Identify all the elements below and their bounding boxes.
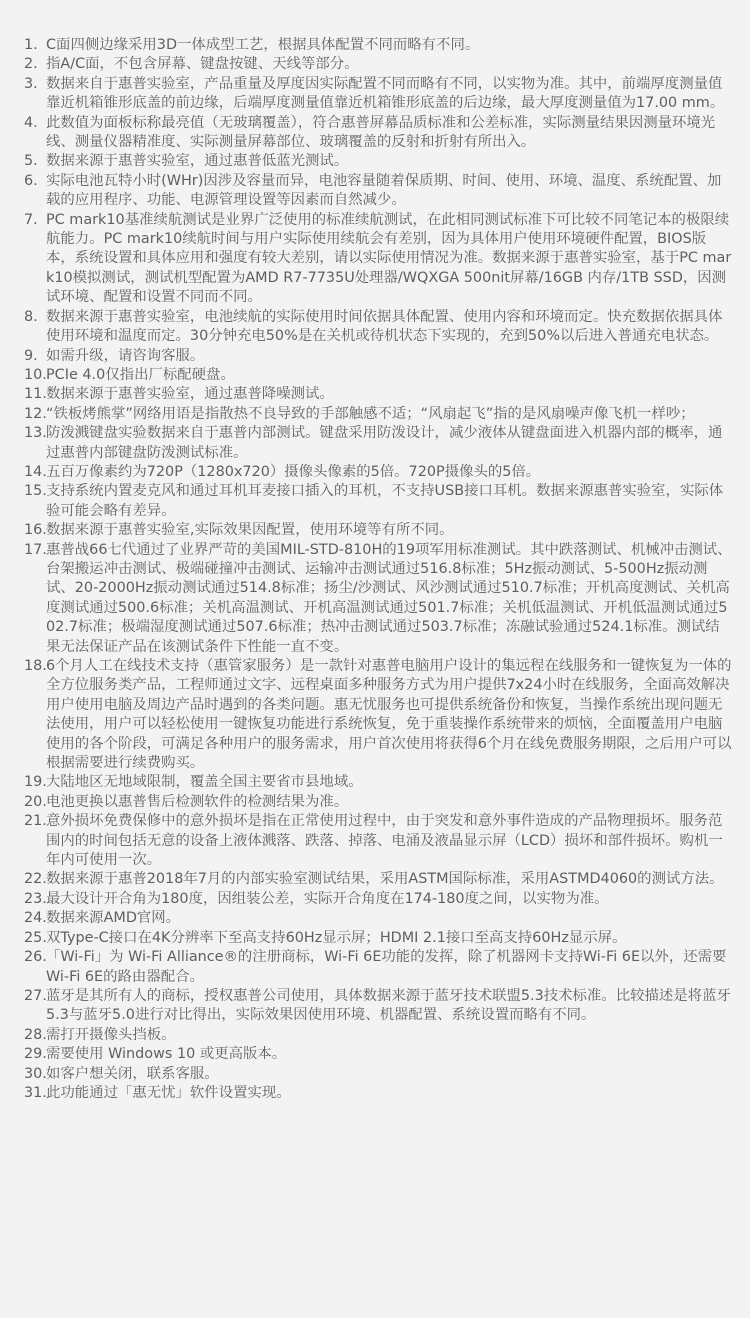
footnote-item bbox=[24, 870, 732, 889]
footnote-number: 23. bbox=[24, 890, 47, 907]
footnote-number: 5. bbox=[24, 153, 38, 170]
footnote-item bbox=[24, 75, 732, 114]
footnote-text: 电池更换以惠普售后检测软件的检测结果为准。 bbox=[46, 793, 349, 810]
footnote-text: 支持系统内置麦克风和通过耳机耳麦接口插入的耳机，不支持USB接口耳机。数据来源惠普实验室，实际体验可能会略有差异。 bbox=[46, 483, 724, 519]
footnote-item bbox=[24, 211, 732, 308]
footnote-number: 15. bbox=[24, 483, 47, 500]
footnote-list bbox=[24, 36, 732, 1103]
footnote-text: 需要使用 Windows 10 或更高版本。 bbox=[46, 1046, 287, 1063]
footnote-text: 数据来源于惠普实验室，电池续航的实际使用时间依据具体配置、使用内容和环境而定。快充数据依据具体使用环境和温度而定。30分钟充电50%是在关机或待机状态下实现的，充到50%以后进入普通充电状态。 bbox=[46, 308, 723, 345]
footnote-number: 17. bbox=[24, 541, 47, 558]
footnote-text: 数据来源于惠普实验室，通过惠普低蓝光测试。 bbox=[46, 153, 349, 170]
footnote-text: 如需升级，请咨询客服。 bbox=[46, 347, 205, 364]
footnote-item bbox=[24, 463, 732, 482]
footnote-text: “铁板烤熊掌”网络用语是指散热不良导致的手部触感不适；“风扇起飞”指的是风扇噪声像飞机一样吵； bbox=[46, 405, 695, 422]
footnote-text: 惠普战66七代通过了业界严苛的美国MIL-STD-810H的19项军用标准测试。其中跌落测试、机械冲击测试、台架搬运冲击测试、极端碰撞冲击测试、运输冲击测试通过516.8标准；5Hz振动测试、5-500Hz振动测试、20-2000Hz振动测试通过514.8标准；扬尘/沙测试、风沙测试通过510.7标准；开机高度测试、关机高度测试通过500.6标准；关机高温测试、开机高温测试通过501.7标准；关机低温测试、开机低温测试通过502.7标准；极端湿度测试通过507.6标准；热冲击测试通过503.7标准；冻融试验通过524.1标准。测试结果无法保证产品在该测试条件下性能一直不变。 bbox=[46, 541, 732, 655]
footnote-number: 6. bbox=[24, 172, 38, 189]
footnote-number: 21. bbox=[24, 813, 47, 830]
footnote-number: 22. bbox=[24, 871, 47, 888]
footnote-number: 28. bbox=[24, 1026, 47, 1043]
footnote-number: 14. bbox=[24, 463, 47, 480]
footnote-item bbox=[24, 405, 732, 424]
footnote-text: 数据来源于惠普实验室，通过惠普降噪测试。 bbox=[46, 386, 334, 403]
footnote-item bbox=[24, 909, 732, 928]
footnote-number: 20. bbox=[24, 793, 47, 810]
footnote-text: 需打开摄像头挡板。 bbox=[46, 1026, 176, 1043]
footnote-item bbox=[24, 114, 732, 153]
footnote-number: 9. bbox=[24, 347, 38, 364]
footnote-item bbox=[24, 987, 732, 1026]
footnote-item bbox=[24, 55, 732, 74]
footnote-number: 7. bbox=[24, 211, 38, 228]
footnote-number: 29. bbox=[24, 1046, 47, 1063]
footnote-text: 数据来自于惠普实验室，产品重量及厚度因实际配置不同而略有不同，以实物为准。其中，前端厚度测量值靠近机箱锥形底盖的前边缘，后端厚度测量值靠近机箱锥形底盖的后边缘，最大厚度测量值为17.00 mm。 bbox=[46, 75, 725, 112]
footnote-item bbox=[24, 890, 732, 909]
footnote-item bbox=[24, 929, 732, 948]
footnote-number: 11. bbox=[24, 386, 47, 403]
footnote-number: 31. bbox=[24, 1084, 47, 1101]
footnote-number: 18. bbox=[24, 658, 47, 674]
footnote-item bbox=[24, 541, 732, 657]
footnote-item bbox=[24, 172, 732, 211]
footnote-number: 4. bbox=[24, 114, 38, 131]
footnote-text: 蓝牙是其所有人的商标，授权惠普公司使用，具体数据来源于蓝牙技术联盟5.3技术标准。比较描述是将蓝牙5.3与蓝牙5.0进行对比得出，实际效果因使用环境、机器配置、系统设置而略有不同。 bbox=[46, 987, 731, 1024]
footnote-number: 24. bbox=[24, 910, 47, 927]
footnote-text: PC mark10基准续航测试是业界广泛使用的标准续航测试，在此相同测试标准下可比较不同笔记本的极限续航能力。PC mark10续航时间与用户实际使用续航会有差别，因为具体用户使用环境硬件配置，BIOS版本，系统设置和具体应用和强度有较大差别，请以实际使用情况为准。数据来源于惠普实验室，基于PC mark10模拟测试，测试机型配置为AMD R7-7735U处理器/WQXGA 500nit屏幕/16GB 内存/1TB SSD，因测试环境、配置和设置不同而不同。 bbox=[46, 211, 732, 306]
footnote-number: 8. bbox=[24, 308, 38, 325]
footnote-number: 25. bbox=[24, 929, 47, 946]
footnote-item bbox=[24, 948, 732, 987]
footnote-item bbox=[24, 424, 732, 463]
footnote-item bbox=[24, 812, 732, 870]
footnote-text: 实际电池瓦特小时(WHr)因涉及容量而异，电池容量随着保质期、时间、使用、环境、温度、系统配置、加载的应用程序、功能、电源管理设置等因素而自然减少。 bbox=[46, 172, 722, 209]
footnote-item bbox=[24, 1026, 732, 1045]
footnote-number: 26. bbox=[24, 949, 47, 966]
footnote-text: 如客户想关闭，联系客服。 bbox=[46, 1065, 219, 1082]
footnote-item bbox=[24, 482, 732, 521]
footnote-item bbox=[24, 308, 732, 347]
footnote-text: 此功能通过「惠无忧」软件设置实现。 bbox=[46, 1084, 291, 1101]
footnote-item bbox=[24, 347, 732, 366]
footnote-number: 3. bbox=[24, 75, 38, 92]
footnote-number: 16. bbox=[24, 522, 47, 539]
footnote-text: 五百万像素约为720P（1280x720）摄像头像素的5倍。720P摄像头的5倍。 bbox=[46, 463, 541, 480]
footnote-item bbox=[24, 1065, 732, 1084]
footnote-text: 此数值为面板标称最亮值（无玻璃覆盖），符合惠普屏幕品质标准和公差标准，实际测量结果因测量环境光线、测量仪器精准度、实际测量屏幕部位、玻璃覆盖的反射和折射有所出入。 bbox=[46, 114, 716, 151]
footnote-number: 13. bbox=[24, 425, 47, 442]
footnote-item bbox=[24, 793, 732, 812]
footnote-item bbox=[24, 152, 732, 171]
footnote-item bbox=[24, 366, 732, 385]
footnote-text: 数据来源于惠普实验室,实际效果因配置，使用环境等有所不同。 bbox=[46, 522, 454, 539]
footnote-number: 2. bbox=[24, 56, 38, 73]
footnote-text: 防泼溅键盘实验数据来自于惠普内部测试。键盘采用防泼设计，减少液体从键盘面进入机器内部的概率，通过惠普内部键盘防泼测试标准。 bbox=[46, 425, 723, 461]
footnote-text: 双Type-C接口在4K分辨率下至高支持60Hz显示屏；HDMI 2.1接口至高支持60Hz显示屏。 bbox=[46, 929, 627, 946]
footnote-number: 1. bbox=[24, 37, 38, 53]
footnote-item bbox=[24, 1045, 732, 1064]
footnote-item bbox=[24, 657, 732, 773]
footnote-item bbox=[24, 1084, 732, 1103]
footnote-text: 最大设计开合角为180度，因组装公差，实际开合角度在174-180度之间，以实物为准。 bbox=[46, 890, 609, 907]
footnote-text: 数据来源AMD官网。 bbox=[46, 910, 181, 927]
footnote-text: 数据来源于惠普2018年7月的内部实验室测试结果，采用ASTM国际标准，采用ASTMD4060的测试方法。 bbox=[46, 871, 724, 888]
footnote-number: 30. bbox=[24, 1065, 47, 1082]
footnote-item bbox=[24, 773, 732, 792]
footnote-item bbox=[24, 385, 732, 404]
footnote-text: 指A/C面，不包含屏幕、键盘按键、天线等部分。 bbox=[46, 56, 359, 73]
footnote-text: 大陆地区无地域限制，覆盖全国主要省市县地域。 bbox=[46, 774, 363, 791]
footnote-text: C面四侧边缘采用3D一体成型工艺，根据具体配置不同而略有不同。 bbox=[46, 37, 480, 53]
footnote-text: 「Wi-Fi」为 Wi-Fi Alliance®的注册商标，Wi-Fi 6E功能的发挥，除了机器网卡支持Wi-Fi 6E以外，还需要Wi-Fi 6E的路由器配合。 bbox=[46, 949, 727, 985]
footnote-item bbox=[24, 36, 732, 55]
footnote-text: 6个月人工在线技术支持（惠管家服务）是一款针对惠普电脑用户设计的集远程在线服务和一键恢复为一体的全方位服务类产品，工程师通过文字、远程桌面多种服务方式为用户提供7x24小时在线服务，全面高效解决用户使用电脑及周边产品时遇到的各类问题。惠无忧服务也可提供系统备份和恢复，当操作系统出现问题无法使用，用户可以轻松使用一键恢复功能进行系统恢复，免于重装操作系统带来的烦恼，全面覆盖用户电脑使用的各个阶段，可满足各种用户的服务需求，用户首次使用将获得6个月在线免费服务期限，之后用户可以根据需要进行续费购买。 bbox=[46, 658, 732, 772]
footnote-number: 27. bbox=[24, 987, 47, 1004]
footnote-number: 19. bbox=[24, 774, 47, 791]
footnote-number: 12. bbox=[24, 405, 47, 422]
footnote-text: 意外损坏免费保修中的意外损坏是指在正常使用过程中，由于突发和意外事件造成的产品物理损坏。服务范围内的时间包括无意的设备上液体溅落、跌落、掉落、电涌及液晶显示屏（LCD）损坏和部件损坏。购机一年内可使用一次。 bbox=[46, 813, 723, 869]
footnote-text: PCIe 4.0仅指出厂标配硬盘。 bbox=[46, 366, 235, 383]
footnote-number: 10. bbox=[24, 366, 47, 383]
footnote-item bbox=[24, 521, 732, 540]
